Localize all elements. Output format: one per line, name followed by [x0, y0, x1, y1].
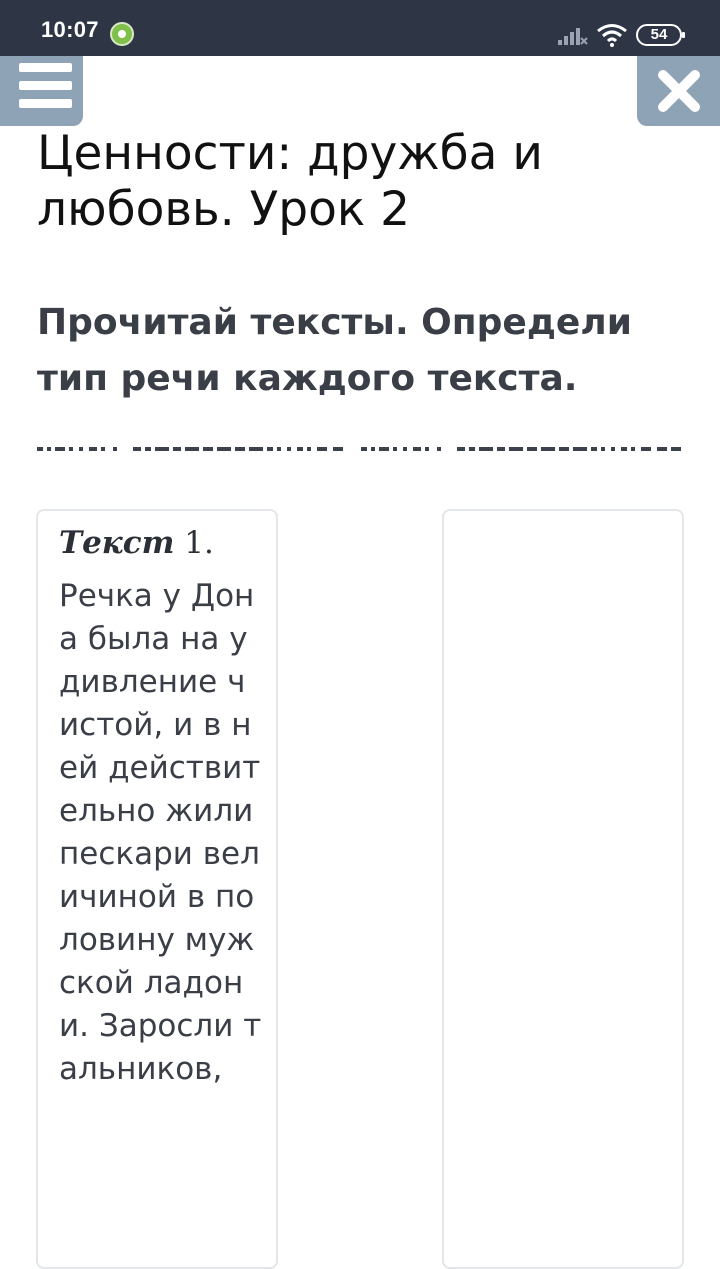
- settings-notification-icon: [110, 22, 134, 46]
- close-button[interactable]: [637, 56, 720, 126]
- text-1-card[interactable]: [36, 509, 278, 1269]
- answer-drop-zone[interactable]: [442, 509, 684, 1269]
- lesson-title: Ценности: дружба и любовь. Урок 2: [37, 126, 543, 237]
- text-1-heading-number: 1.: [174, 525, 214, 561]
- dashed-divider: [37, 444, 682, 454]
- menu-button[interactable]: [0, 56, 83, 126]
- text-1-heading: [59, 523, 214, 563]
- close-x-icon: [657, 70, 701, 112]
- battery-indicator: 54: [636, 24, 682, 46]
- text-1-body: Речка у Дона была на удивление чистой, и в ней действительно жили пескари величиной в половину мужской ладони. Заросли тальников,: [59, 578, 262, 1087]
- text-1-heading-label: Текст: [59, 525, 175, 561]
- wifi-icon: [596, 23, 628, 47]
- status-bar: [0, 0, 720, 56]
- status-time: 10:07: [41, 17, 99, 42]
- cellular-signal-icon: [558, 26, 588, 46]
- task-instruction: Прочитай тексты. Определи тип речи каждого текста.: [37, 302, 632, 399]
